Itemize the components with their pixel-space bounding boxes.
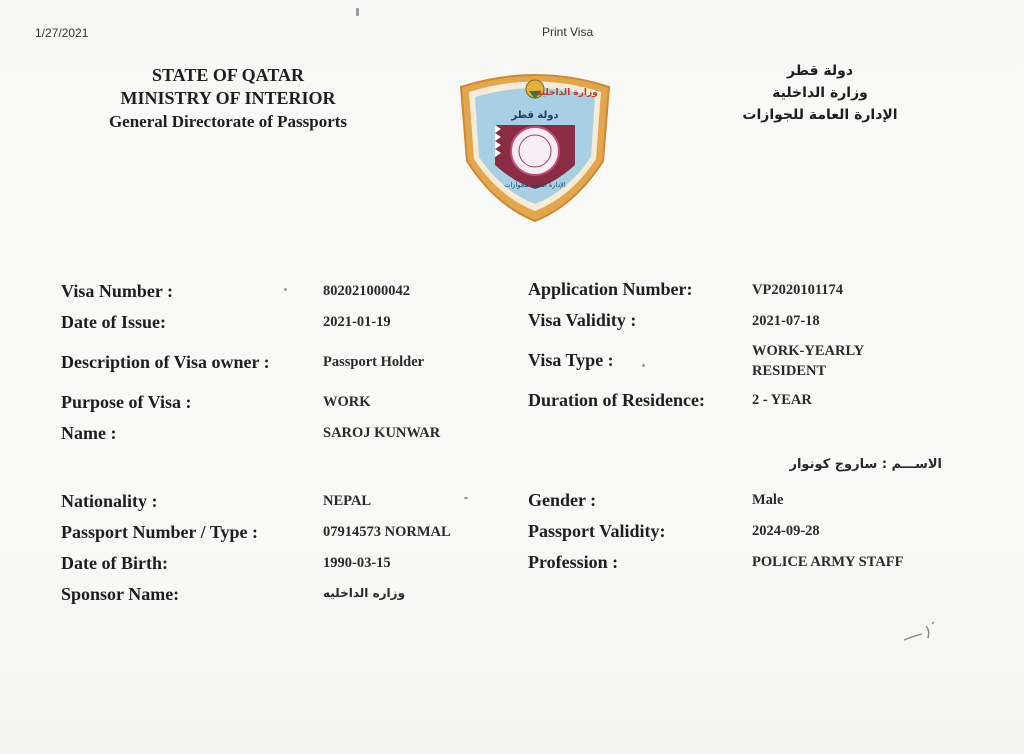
header-arabic xyxy=(700,60,940,126)
emblem-text-top: وزارة الداخلية xyxy=(536,88,598,98)
name-ar-label: الاســـم : xyxy=(881,457,942,472)
visa-owner-value: Passport Holder xyxy=(323,354,425,370)
emblem-text-bottom: الإدارة العامة للجوازات xyxy=(504,181,566,189)
nationality-label: Nationality : xyxy=(61,491,158,511)
name-value: SAROJ KUNWAR xyxy=(323,425,441,441)
application-number-label: Application Number: xyxy=(528,279,693,299)
date-of-birth-value: 1990-03-15 xyxy=(323,555,391,571)
sponsor-label: Sponsor Name: xyxy=(61,584,180,604)
gender-label: Gender : xyxy=(528,490,597,510)
visa-number-value: 802021000042 xyxy=(323,283,410,299)
profession-label: Profession : xyxy=(528,552,619,572)
name-label: Name : xyxy=(61,423,117,443)
name-ar-value: ساروج كونوار xyxy=(789,457,878,472)
header-english xyxy=(80,64,376,133)
duration-value: 2 - YEAR xyxy=(752,392,812,408)
passport-validity-value: 2024-09-28 xyxy=(752,523,820,539)
ministry-title-ar: وزارة الداخلية xyxy=(772,85,868,101)
directorate-title: General Directorate of Passports xyxy=(108,112,348,131)
pen-mark-icon xyxy=(900,618,940,644)
purpose-value: WORK xyxy=(323,394,371,410)
nationality-value: NEPAL xyxy=(323,493,372,509)
visa-number-label: Visa Number : xyxy=(61,281,173,301)
duration-label: Duration of Residence: xyxy=(528,390,705,410)
passport-validity-label: Passport Validity: xyxy=(528,521,666,541)
purpose-label: Purpose of Visa : xyxy=(61,392,192,412)
gender-value: Male xyxy=(752,492,784,508)
sponsor-value: وزاره الداخليه xyxy=(323,586,406,600)
state-title: STATE OF QATAR xyxy=(151,65,304,85)
scan-speck xyxy=(356,8,359,16)
visa-type-value: WORK-YEARLY RESIDENT xyxy=(752,343,864,379)
print-title: Print Visa xyxy=(542,25,594,39)
qatar-moi-passports-emblem-icon xyxy=(455,65,615,225)
profession-value: POLICE ARMY STAFF xyxy=(752,554,904,570)
scan-speck xyxy=(284,288,287,291)
scan-speck xyxy=(464,497,468,499)
date-of-birth-label: Date of Birth: xyxy=(61,553,168,573)
passport-number-value: 07914573 NORMAL xyxy=(323,524,451,540)
date-of-issue-value: 2021-01-19 xyxy=(323,314,391,330)
scan-speck xyxy=(642,364,645,367)
visa-owner-label: Description of Visa owner : xyxy=(61,352,270,372)
name-arabic-row xyxy=(789,457,942,472)
date-of-issue-label: Date of Issue: xyxy=(61,312,166,332)
print-date: 1/27/2021 xyxy=(35,26,89,40)
visa-validity-value: 2021-07-18 xyxy=(752,313,820,329)
visa-type-label: Visa Type : xyxy=(528,350,614,370)
emblem-text-mid: دولة قطر xyxy=(511,110,559,121)
directorate-title-ar: الإدارة العامة للجوازات xyxy=(742,107,898,123)
application-number-value: VP2020101174 xyxy=(752,282,844,298)
ministry-title: MINISTRY OF INTERIOR xyxy=(120,88,336,108)
visa-validity-label: Visa Validity : xyxy=(528,310,637,330)
state-title-ar: دولة قطر xyxy=(786,63,854,79)
passport-number-label: Passport Number / Type : xyxy=(61,522,259,542)
